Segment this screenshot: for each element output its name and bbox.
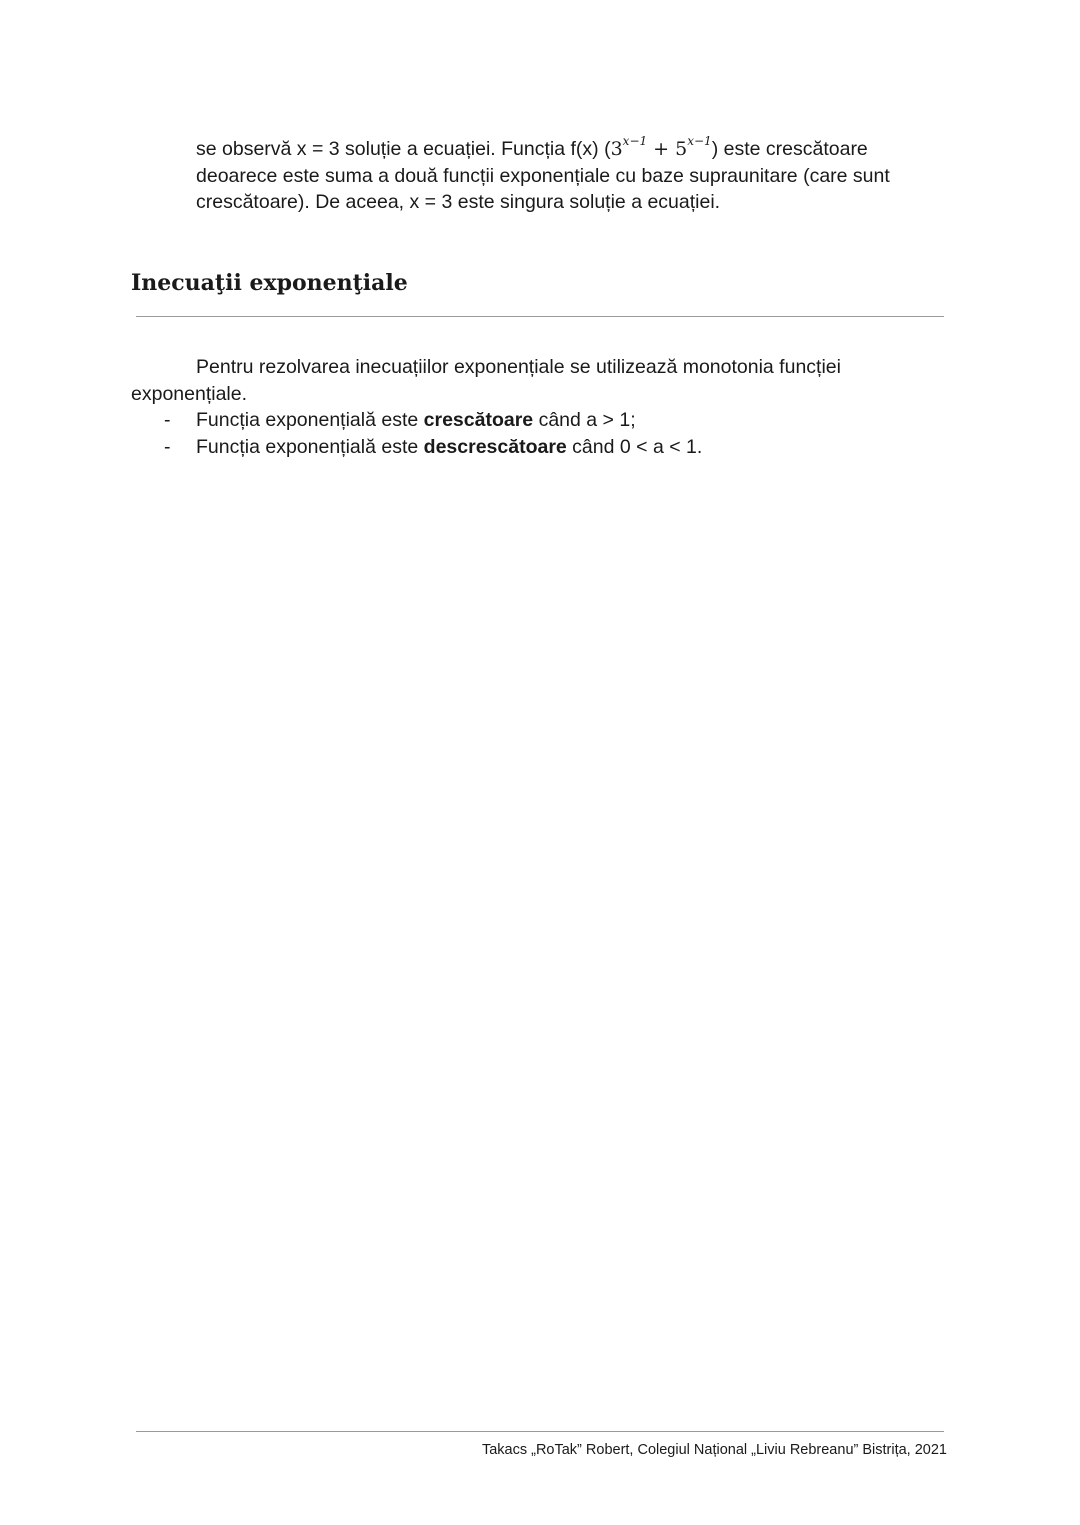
math-exponent: x−1	[622, 133, 648, 148]
bold-term: crescătoare	[423, 409, 534, 431]
intro-line-1: Pentru rezolvarea inecuațiilor exponențiale se utilizează monotonia funcției	[196, 356, 841, 378]
text-fragment: Funcția exponențială este	[196, 435, 424, 458]
list-item	[131, 407, 702, 434]
paragraph-line-2: deoarece este suma a două funcții exponențiale cu baze supraunitare (care sunt	[196, 164, 890, 187]
footer-divider	[136, 1431, 944, 1432]
bold-term: descrescătoare	[423, 435, 567, 458]
monotonicity-list	[131, 407, 702, 460]
list-item	[131, 434, 702, 461]
intro-line-2: exponențiale.	[131, 382, 248, 405]
list-dash: -	[164, 409, 171, 431]
paragraph-line-1	[196, 133, 926, 163]
math-exponent: x−1	[687, 133, 712, 148]
text-fragment: când 0 < a < 1.	[566, 435, 703, 458]
text-fragment: este crescătoare	[718, 138, 868, 160]
math-base: 5	[675, 138, 688, 160]
text-fragment: Funcția exponențială este	[196, 409, 424, 431]
math-expression	[610, 133, 712, 160]
math-base: 3	[610, 138, 623, 160]
intro-paragraph	[131, 354, 931, 407]
heading-divider	[136, 316, 944, 317]
text-fragment: când a > 1;	[533, 409, 636, 431]
text-fragment: )	[711, 138, 719, 160]
continued-paragraph	[196, 133, 926, 216]
math-operator: +	[647, 138, 676, 160]
list-dash: -	[164, 435, 171, 458]
page-footer: Takacs „RoTak” Robert, Colegiul Național „Liviu Rebreanu” Bistrița, 2021	[481, 1442, 947, 1458]
text-fragment: se observă x = 3 soluție a ecuației. Funcția f(x) (	[196, 138, 611, 160]
section-heading: Inecuaţii exponenţiale	[131, 270, 408, 296]
paragraph-line-3: crescătoare). De aceea, x = 3 este singura soluție a ecuației.	[196, 191, 721, 213]
